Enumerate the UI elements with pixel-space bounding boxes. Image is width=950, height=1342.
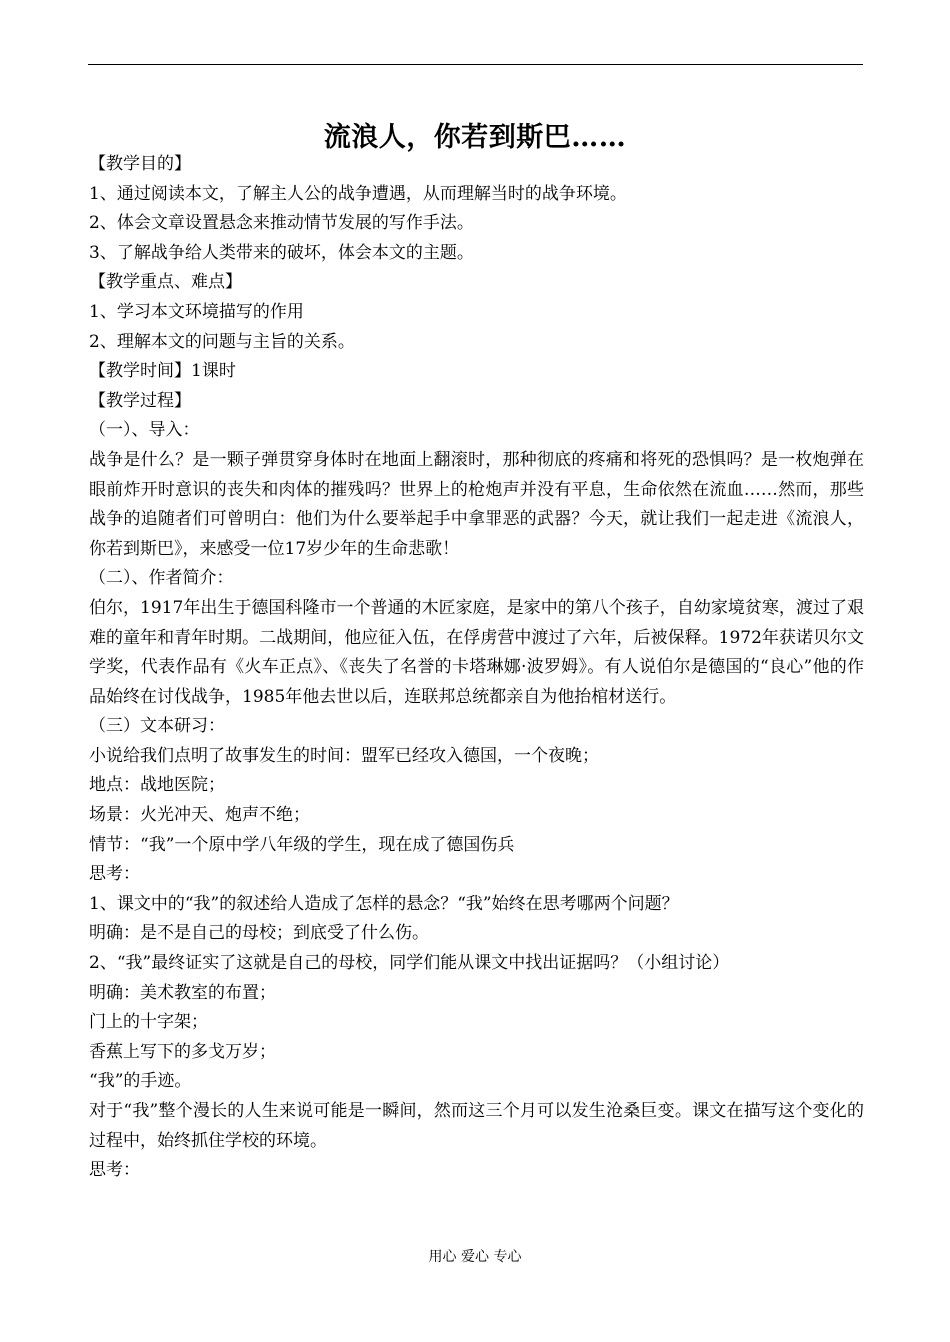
paragraph: “我”的手迹。 <box>89 1071 192 1092</box>
paragraph: 1、通过阅读本文，了解主人公的战争遭遇，从而理解当时的战争环境。 <box>89 183 627 204</box>
section-heading: 【教学重点、难点】 <box>89 272 242 293</box>
section-heading: 【教学目的】 <box>89 154 191 174</box>
page-footer: 用心 爱心 专心 <box>428 1249 522 1265</box>
paragraph: 小说给我们点明了故事发生的时间：盟军已经攻入德国，一个夜晚； <box>89 745 599 766</box>
paragraph: 1、课文中的“我”的叙述给人造成了怎样的悬念？“我”始终在思考哪两个问题？ <box>89 893 679 914</box>
document-title: 流浪人，你若到斯巴…… <box>323 122 627 153</box>
paragraph: 思考： <box>89 864 140 885</box>
paragraph: 门上的十字架； <box>89 1012 208 1033</box>
paragraph: 思考： <box>89 1160 140 1181</box>
section-heading: 【教学时间】1课时 <box>89 361 236 382</box>
document-body <box>89 150 864 1186</box>
paragraph: 2、体会文章设置悬念来推动情节发展的写作手法。 <box>89 213 474 234</box>
header-rule <box>88 64 863 65</box>
paragraph: 3、了解战争给人类带来的破坏，体会本文的主题。 <box>89 242 474 263</box>
paragraph: 1、学习本文环境描写的作用 <box>89 301 304 322</box>
paragraph: 场景：火光冲天、炮声不绝； <box>89 805 310 826</box>
subsection-heading: （二）、作者简介： <box>89 568 234 589</box>
paragraph: 2、“我”最终证实了这就是自己的母校，同学们能从课文中找出证据吗？（小组讨论） <box>89 953 730 974</box>
paragraph: 明确：美术教室的布置； <box>89 982 276 1003</box>
paragraph: 香蕉上写下的多戈万岁； <box>89 1041 276 1062</box>
paragraph: 伯尔，1917年出生于德国科隆市一个普通的木匠家庭，是家中的第八个孩子，自幼家境贫寒，渡过了艰难的童年和青年时期。二战期间，他应征入伍，在俘虏营中渡过了六年，后被保释。1972年获诺贝尔文学奖，代表作品有《火车正点》、《丧失了名誉的卡塔琳娜·波罗姆》。有人说伯尔是德国的“良心”他的作品始终在讨伐战争，1985年他去世以后，连联邦总统都亲自为他抬棺材送行。 <box>89 597 864 707</box>
paragraph: 明确：是不是自己的母校；到底受了什么伤。 <box>89 923 429 944</box>
paragraph: 战争是什么？是一颗子弹贯穿身体时在地面上翻滚时，那种彻底的疼痛和将死的恐惧吗？是一枚炮弹在眼前炸开时意识的丧失和肉体的摧残吗？世界上的枪炮声并没有平息，生命依然在流血……然而，那些战争的追随者们可曾明白：他们为什么要举起手中拿罪恶的武器？今天，就让我们一起走进《流浪人，你若到斯巴》，来感受一位17岁少年的生命悲歌！ <box>89 449 864 559</box>
paragraph: 情节：“我”一个原中学八年级的学生，现在成了德国伤兵 <box>89 834 515 855</box>
section-heading: 【教学过程】 <box>89 390 191 411</box>
subsection-heading: （三）文本研习： <box>89 716 225 737</box>
paragraph: 2、理解本文的问题与主旨的关系。 <box>89 331 355 352</box>
paragraph: 地点：战地医院； <box>89 775 225 796</box>
paragraph: 对于“我”整个漫长的人生来说可能是一瞬间，然而这三个月可以发生沧桑巨变。课文在描写这个变化的过程中，始终抓住学校的环境。 <box>89 1101 864 1151</box>
subsection-heading: （一）、导入： <box>89 420 200 441</box>
